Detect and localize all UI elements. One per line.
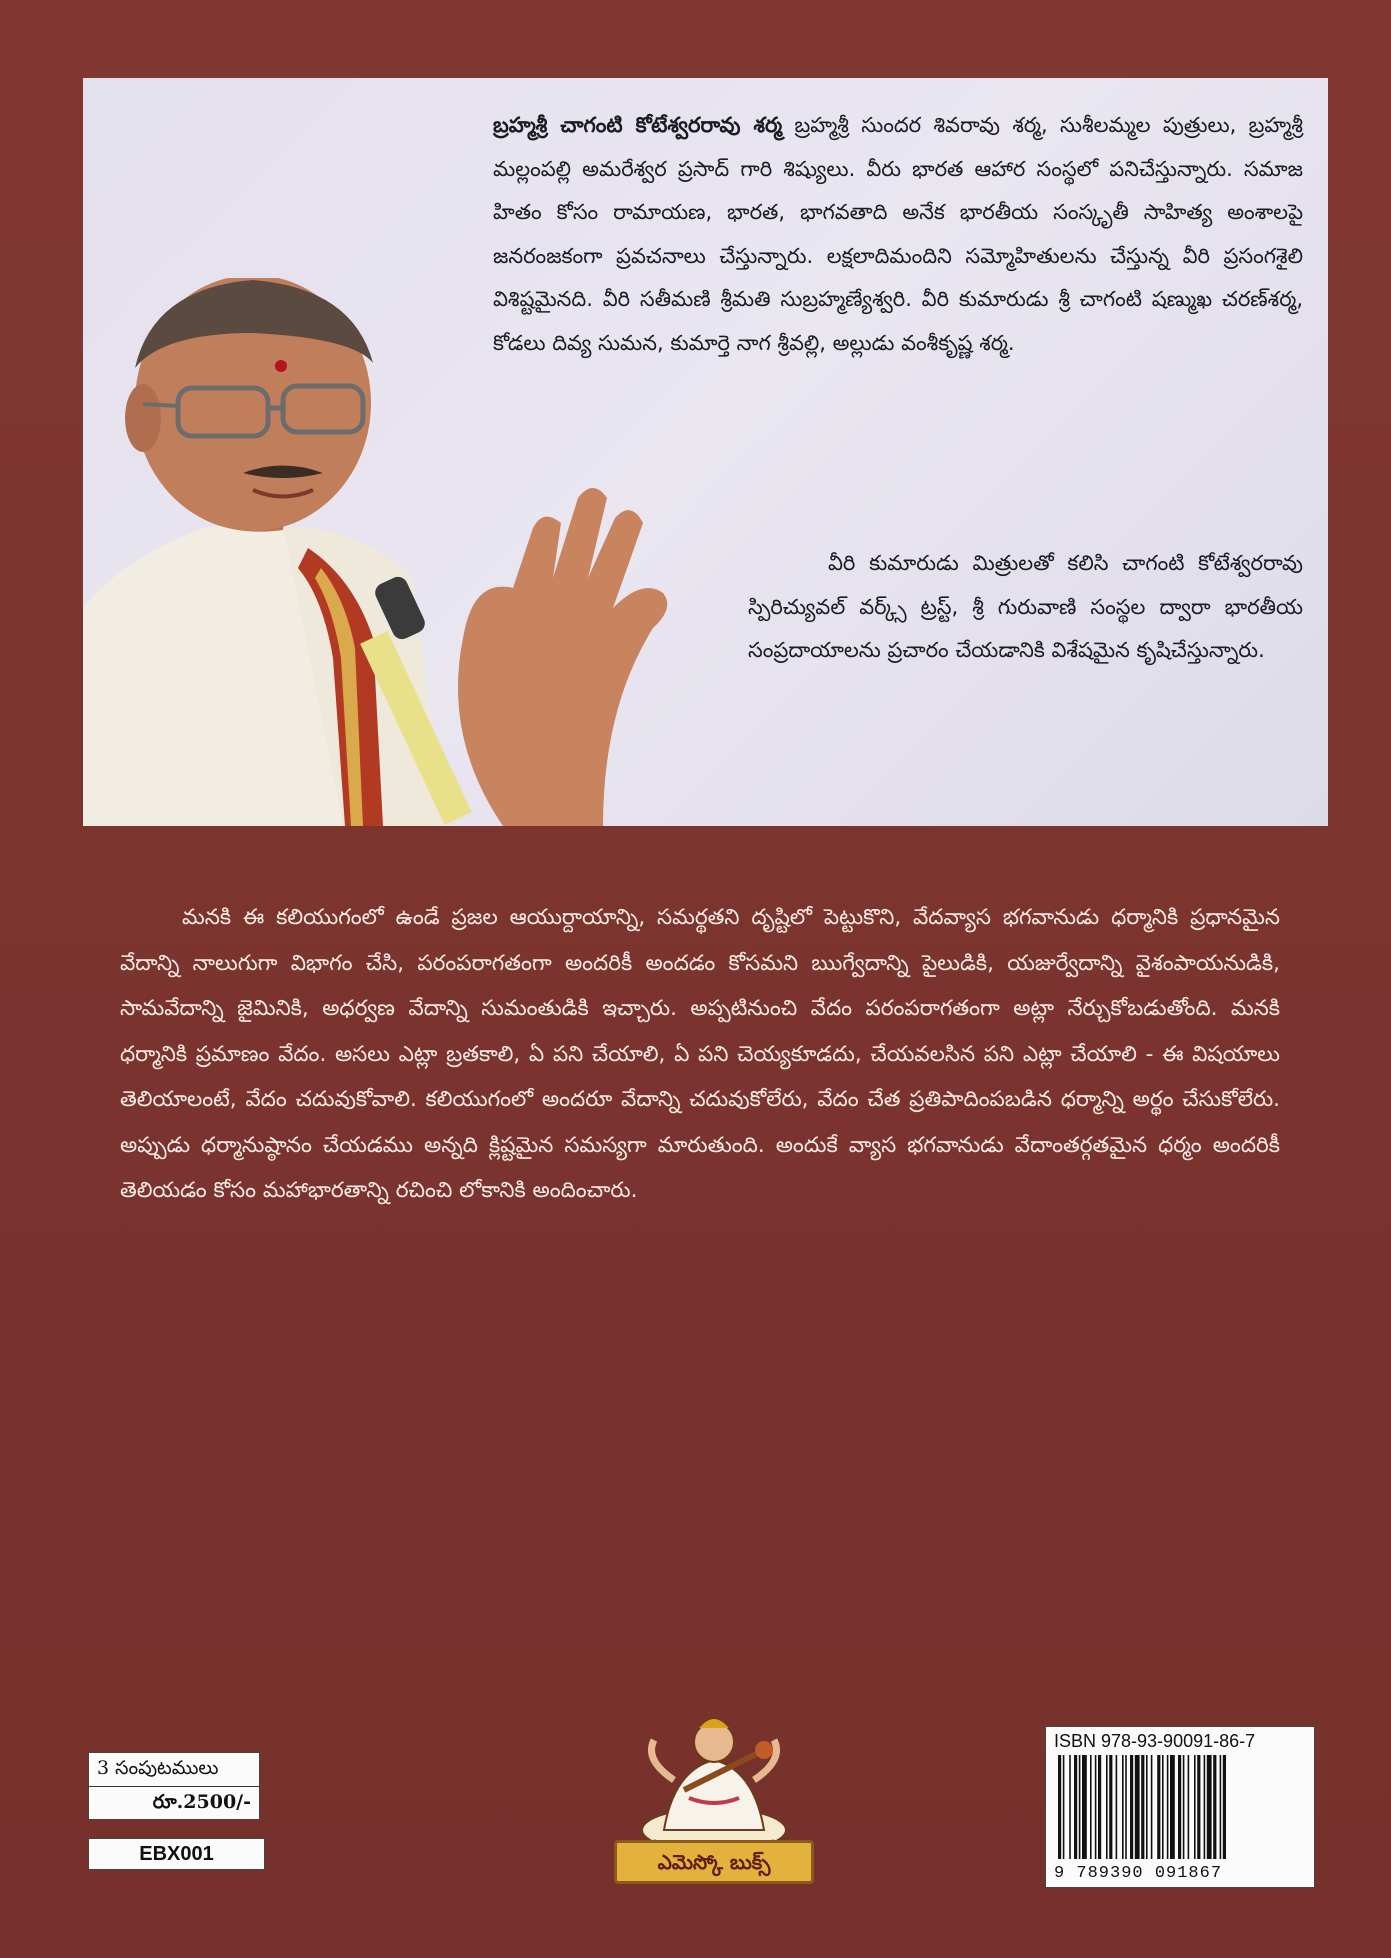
barcode-bar — [1109, 1755, 1112, 1859]
author-bio-main — [493, 104, 1303, 365]
barcode-bar — [1213, 1755, 1216, 1859]
barcode-bar — [1095, 1755, 1097, 1859]
barcode-bar — [1223, 1755, 1226, 1859]
barcode-bar — [1170, 1755, 1175, 1859]
barcode-bar — [1130, 1755, 1133, 1859]
barcode-bar — [1125, 1755, 1127, 1859]
barcode-bar — [1116, 1755, 1118, 1859]
publisher-logo-name: ఎమెస్కో బుక్స్ — [614, 1840, 814, 1884]
barcode-bar — [1063, 1755, 1065, 1859]
barcode-bar — [1135, 1755, 1140, 1859]
barcode-bar — [1178, 1755, 1181, 1859]
barcode-bar — [1188, 1755, 1190, 1859]
barcode-bar — [1141, 1755, 1144, 1859]
isbn-barcode-box — [1045, 1726, 1315, 1888]
barcode-bar — [1090, 1755, 1092, 1859]
barcode-bar — [1157, 1755, 1160, 1859]
price-value: రూ.2500/- — [152, 1791, 251, 1813]
barcode-bar — [1106, 1755, 1108, 1859]
barcode-bar — [1146, 1755, 1148, 1859]
author-name: బ్రహ్మశ్రీ చాగంటి కోటేశ్వరరావు శర్మ — [493, 113, 783, 137]
barcode-bar — [1197, 1755, 1200, 1859]
barcode-bar — [1207, 1755, 1212, 1859]
bio-paragraph-1: బ్రహ్మశ్రీ సుందర శివరావు శర్మ, సుశీలమ్మల పుత్రులు, బ్రహ్మశ్రీ మల్లంపల్లి అమరేశ్వర ప్రసాద్ గారి శిష్యులు. వీరు భారత ఆహార సంస్థలో పనిచేస్తున్నారు. సమాజ హితం కోసం రామాయణ, భారత, భాగవతాది అనేక భారతీయ సంస్కృతీ సాహిత్య అంశాలపై జనరంజకంగా ప్రవచనాలు చేస్తున్నారు. లక్షలాదిమందిని సమ్మోహితులను చేస్తున్న వీరి ప్రసంగశైలి విశిష్టమైనది. వీరి సతీమణి శ్రీమతి సుబ్రహ్మణ్యేశ్వరి. వీరి కుమారుడు శ్రీ చాగంటి షణ్ముఖ చరణ్‌శర్మ, కోడలు దివ్య సుమన, కుమార్తె నాగ శ్రీవల్లి, అల్లుడు వంశీకృష్ణ శర్మ. — [493, 113, 1303, 355]
barcode-bar — [1082, 1755, 1087, 1859]
book-code: EBX001 — [88, 1838, 265, 1870]
isbn-digits: 9 789390 091867 — [1054, 1864, 1223, 1883]
barcode-bar — [1194, 1755, 1196, 1859]
barcode-bar — [1151, 1755, 1153, 1859]
barcode-bar — [1058, 1755, 1061, 1859]
barcode-bar — [1069, 1755, 1071, 1859]
barcode-bar — [1167, 1755, 1169, 1859]
barcode-bar — [1074, 1755, 1077, 1859]
barcode-bar — [1098, 1755, 1101, 1859]
barcode-icon — [1056, 1755, 1304, 1859]
author-bio-panel — [83, 78, 1328, 826]
barcode-bar — [1162, 1755, 1164, 1859]
bio-paragraph-2: వీరి కుమారుడు మిత్రులతో కలిసి చాగంటి కోటేశ్వరరావు స్పిరిచ్యువల్ వర్క్స్ ట్రస్ట్, శ్రీ గురువాణి సంస్థల ద్వారా భారతీయ సంప్రదాయాలను ప్రచారం చేయడానికి విశేషమైన కృషిచేస్తున్నారు. — [748, 551, 1303, 662]
barcode-bar — [1122, 1755, 1124, 1859]
barcode-bar — [1079, 1755, 1081, 1859]
book-blurb: మనకి ఈ కలియుగంలో ఉండే ప్రజల ఆయుర్దాయాన్ని, సమర్థతని దృష్టిలో పెట్టుకొని, వేదవ్యాస భగవానుడు ధర్మానికి ప్రధానమైన వేదాన్ని నాలుగుగా విభాగం చేసి, పరంపరాగతంగా అందరికీ అందడం కోసమని ఋగ్వేదాన్ని పైలుడికి, యజుర్వేదాన్ని వైశంపాయనుడికి, సామవేదాన్ని జైమినికి, అధర్వణ వేదాన్ని సుమంతుడికి ఇచ్చారు. అప్పటినుంచి వేదం పరంపరాగతంగా అట్లా నేర్చుకోబడుతోంది. మనకి ధర్మానికి ప్రమాణం వేదం. అసలు ఎట్లా బ్రతకాలి, ఏ పని చేయాలి, ఏ పని చెయ్యకూడదు, చేయవలసిన పని ఎట్లా చేయాలి - ఈ విషయాలు తెలియాలంటే, వేదం చదువుకోవాలి. కలియుగంలో అందరూ వేదాన్ని చదువుకోలేరు, వేదం చేత ప్రతిపాదింపబడిన ధర్మాన్ని అర్థం చేసుకోలేరు. అప్పుడు ధర్మానుష్ఠానం చేయడము అన్నది క్లిష్టమైన సమస్యగా మారుతుంది. అందుకే వ్యాస భగవానుడు వేదాంతర్గతమైన ధర్మం అందరికీ తెలియడం కోసం మహాభారతాన్ని రచించి లోకానికి అందించారు. — [120, 905, 1280, 1203]
price-box — [88, 1752, 260, 1820]
price-divider — [89, 1786, 259, 1787]
volume-count: 3 సంపుటములు — [97, 1757, 219, 1779]
barcode-bar — [1183, 1755, 1185, 1859]
isbn-label: ISBN 978-93-90091-86-7 — [1054, 1731, 1256, 1751]
barcode-bar — [1220, 1755, 1222, 1859]
barcode-bar — [1204, 1755, 1206, 1859]
